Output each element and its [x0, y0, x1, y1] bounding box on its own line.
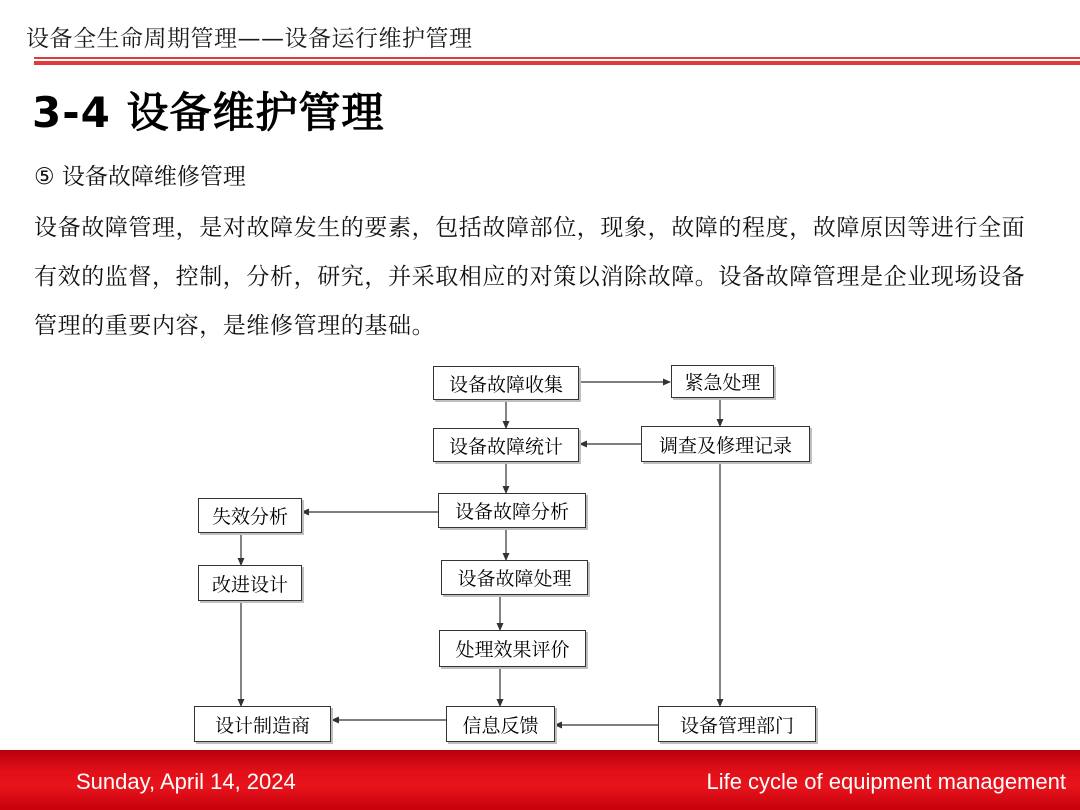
slide-paragraph: 设备故障管理，是对故障发生的要素，包括故障部位，现象，故障的程度，故障原因等进行全面有效的监督，控制，分析，研究，并采取相应的对策以消除故障。设备故障管理是企业现场设备管理的重要内容，是维修管理的基础。 [34, 215, 1026, 339]
node-fault-handling: 设备故障处理 [441, 560, 588, 595]
slide-subheading: ⑤ 设备故障维修管理 [34, 164, 246, 190]
footer-subtitle: Life cycle of equipment management [706, 769, 1066, 794]
node-fault-analysis: 设备故障分析 [438, 493, 586, 528]
header-divider-thin [34, 57, 1080, 59]
node-improve-design: 改进设计 [198, 565, 302, 601]
node-emergency-handling: 紧急处理 [671, 365, 774, 398]
node-investigation-repair-record: 调查及修理记录 [641, 426, 810, 462]
node-equipment-management-dept: 设备管理部门 [658, 706, 816, 742]
footer-date: Sunday, April 14, 2024 [76, 769, 296, 794]
node-fault-statistics: 设备故障统计 [433, 428, 579, 462]
header-section-title: 设备全生命周期管理——设备运行维护管理 [26, 26, 473, 52]
node-effect-evaluation: 处理效果评价 [439, 630, 586, 667]
slide-title: 3-4 设备维护管理 [32, 88, 385, 137]
node-fault-collection: 设备故障收集 [433, 366, 579, 400]
header-divider-thick [34, 61, 1080, 65]
node-failure-analysis: 失效分析 [198, 498, 302, 533]
node-design-manufacturer: 设计制造商 [194, 706, 331, 742]
node-information-feedback: 信息反馈 [446, 706, 555, 742]
